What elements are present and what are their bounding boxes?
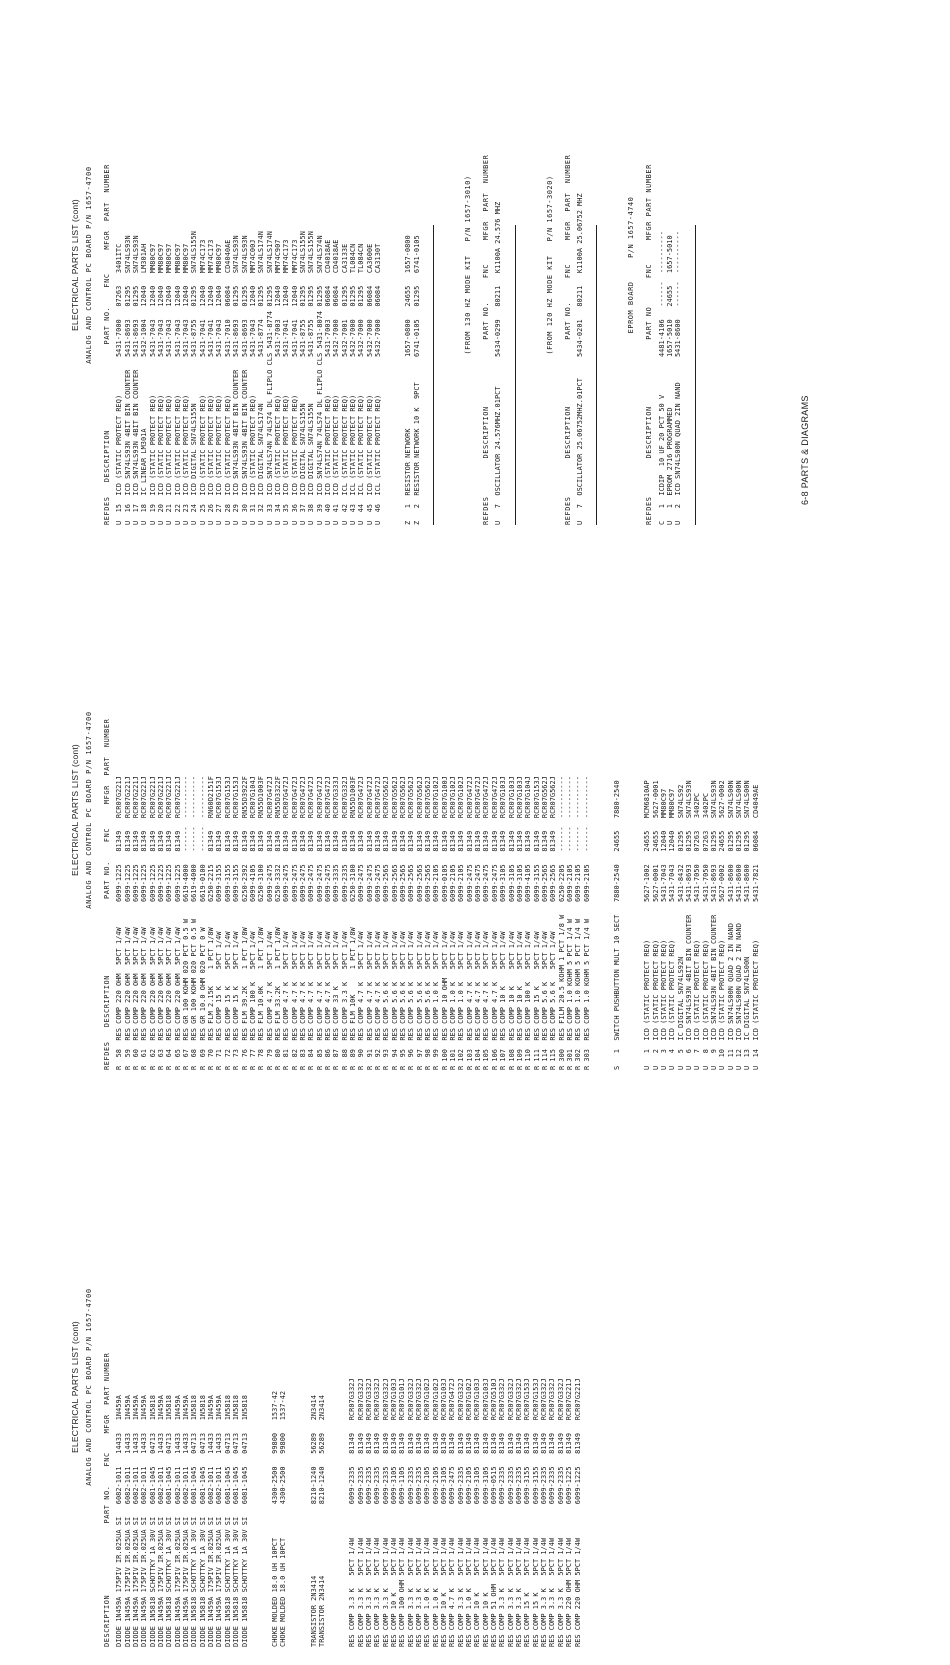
table-row: U 33 ICD SN74LS74N 74LS74 DL FLIPLO CLS 5431-8774 01295 SN74LS174N [265, 231, 274, 525]
table-row: R 73 RES COMP 15 K 5PCT 1/4W 6099-3155 81349 RCR07G153J [232, 776, 241, 1070]
table-row: R 80 RES FLM 33.2K 1 PCT 1/8W 6250-3332 81349 RN55D3322F [273, 776, 282, 1070]
table-row: U 19 ICD (STATIC PROTECT REQ) 5431-7043 12040 MM80C97 [148, 243, 157, 525]
table-row: RES COMP 3.3 K 5PCT 1/4W 6099-2335 81349 RCR07G332J [364, 1378, 373, 1647]
table-row: U 26 ICD (STATIC PROTECT REQ) 5431-7041 12040 MM74C173 [207, 239, 216, 525]
table-row: U 43 ICL (STATIC PROTECT REQ) 5432-7000 01295 TL084CN [348, 243, 357, 525]
table-row: R 79 RES COMP 4.7 K 5PCT 1/4W 6099-2475 81349 RCR07G472J [265, 776, 274, 1070]
table-row: R 108 RES COMP 10 K 5PCT 1/4W 6099-3105 81349 RCR07G103J [507, 776, 516, 1070]
table-row: R 115 RES COMP 5.6 K 5PCT 1/4W 6099-2565 81349 RCR07G562J [549, 776, 558, 1070]
parts-list-panel-3 [70, 5, 696, 525]
table-row: U 4 ICD (STATIC PROTECT REQ) 5431-7043 12040 MM80C97 [668, 788, 677, 1070]
table-row: U 10 ICD (STATIC PROTECT REQ) 5627-0002 24655 5627-0002 [718, 780, 727, 1070]
table-row: DIODE 1N459A 175PIV IR.025UA SI 6082-1011 14433 1N459A [207, 1395, 216, 1647]
table-row: U 9 ICD SN74LS93N 4BIT BIN COUNTER 5431-8693 01295 SN74LS93N [710, 780, 719, 1070]
divider [596, 225, 597, 525]
table-row: RES COMP 3.3 K 5PCT 1/4W 6099-2335 81349 RCR07G332J [373, 1378, 382, 1647]
table-row: R 91 RES COMP 4.7 K 5PCT 1/4W 6099-2475 81349 RCR07G472J [365, 776, 374, 1070]
table-row: R 83 RES COMP 4.7 K 5PCT 1/4W 6099-2475 81349 RCR07G472J [298, 776, 307, 1070]
table-row: RES COMP 3.3 K 5PCT 1/4W 6099-2335 81349 RCR07G332J [381, 1378, 390, 1647]
table-row: R 60 RES COMP 220 OHM 5PCT 1/4W 6099-1225 81349 RCR07G221J [132, 776, 141, 1070]
table-row: DIODE 1N459A 175PIV IR.025UA SI 6082-1011 14433 1N459A [173, 1395, 182, 1647]
kit2-header: REFDES DESCRIPTION PART NO. FNC MFGR PART NUMBER [563, 154, 572, 525]
table-row: U 36 ICD (STATIC PROTECT REQ) 5431-7041 12040 MM74C173 [290, 239, 299, 525]
table-row: RES COMP 10 K 5PCT 1/4W 6099-3105 81349 RCR07G103J [481, 1378, 490, 1647]
table-row: U 1 ICD (STATIC PROTECT REQ) 5627-1002 24655 MCM6810AP [643, 780, 652, 1070]
table-row: DIODE 1N5818 SCHOTTKY 1A 30V SI 6081-1045 04713 1N5818 [198, 1395, 207, 1647]
table-row: R 78 RES FLM 10.0K 1 PCT 1/8W 6250-3100 81349 RN55D1003F [257, 776, 266, 1070]
table-row: U 31 ICD (STATIC PROTECT REQ) 5431-7043 12040 MM74C00J [248, 239, 257, 525]
table-row: R 59 RES COMP 220 OHM 5PCT 1/4W 6099-1225 81349 RCR07G221J [123, 776, 132, 1070]
table-row: R 95 RES COMP 5.6 K 5PCT 1/4W 6099-2565 81349 RCR07G562J [399, 776, 408, 1070]
table-row: R 87 RES COMP 33 K 5PCT 1/4W 6099-3335 81349 RCR07G333J [332, 776, 341, 1070]
table-row: U 37 ICD DIGITAL SN74LS155N 5431-8755 01295 SN74LS155N [298, 231, 307, 525]
eprom-header: REFDES DESCRIPTION PART NO FNC MFGR PART NUMBER [645, 164, 654, 525]
table-row: RES COMP 1.0 K 5PCT 1/4W 6099-2105 81349 RCR07G102J [423, 1378, 432, 1647]
table-row: R 84 RES COMP 4.7 K 5PCT 1/4W 6099-2475 81349 RCR07G472J [307, 776, 316, 1070]
table-row: R 300 RES FILM 20.5 KOHM 1 PCT 1/8 W 6250-2205 ------ ---------- [557, 776, 566, 1070]
table-row: U 15 ICD (STATIC PROTECT REQ) 5431-7000 07263 3401ITC [115, 243, 124, 525]
kit1-title: (FROM 130 HZ MODE KIT P/N 1657-3010) [464, 175, 473, 355]
table-row: R 114 RES COMP 5.6 K 5PCT 1/4W 6099-2565 81349 RCR07G562J [540, 776, 549, 1070]
table-row: R 105 RES COMP 4.7 K 5PCT 1/4W 6099-2475 81349 RCR07G472J [482, 776, 491, 1070]
table-row: RES COMP 3.3 K 5PCT 1/4W 6099-2335 81349 RCR07G332J [348, 1378, 357, 1647]
parts-list-panel-2 [70, 550, 760, 1070]
table-row: R 98 RES COMP 5.6 K 5PCT 1/4W 6099-2565 81349 RCR07G562J [424, 776, 433, 1070]
table-row: R 107 RES COMP 10 K 5PCT 1/4W 6099-3105 81349 RCR07G103J [499, 776, 508, 1070]
table-row: R 99 RES COMP 1.0 K 5PCT 1/4W 6099-2105 81349 RCR07G102J [432, 776, 441, 1070]
table-row: R 303 RES COMP 1.0 KOHM 5 PCT 1/4 W 6099-2105 ------ ---------- [582, 776, 591, 1070]
table-row: R 85 RES COMP 4.7 K 5PCT 1/4W 6099-2475 81349 RCR07G472J [315, 776, 324, 1070]
table-row: U 2 ICD SN74LS00N QUAD 2IN NAND 5431-8600 ------ ---------- [674, 231, 683, 525]
table-row [382, 5, 404, 525]
table-row: U 14 ICD (STATIC PROTECT REQ) 5431-7821 06084 CD4049AE [751, 784, 760, 1070]
table-row: U 18 IC LINEAR LM301A 5432-1004 12040 LM301AH [140, 243, 149, 525]
table-row: RES COMP 3.3 K 5PCT 1/4W 6099-2335 81349 RCR07G332J [356, 1378, 365, 1647]
table-row: RES COMP 10 K 5PCT 1/4W 6099-3105 81349 RCR07G103J [440, 1378, 448, 1647]
table-row: R 86 RES COMP 4.7 K 5PCT 1/4W 6099-2475 81349 RCR07G472J [323, 776, 332, 1070]
eprom-title: EPROM BOARD P/N 1657-4740 [627, 196, 636, 334]
table-row: R 93 RES COMP 5.6 K 5PCT 1/4W 6099-2565 81349 RCR07G562J [382, 776, 391, 1070]
table-row: DIODE 1N5818 SCHOTTKY 1A 30V SI 6081-1045 04713 1N5818 [190, 1395, 199, 1647]
table-row: RES COMP 3.3 K 5PCT 1/4W 6099-2335 81349 RCR07G332J [456, 1378, 465, 1647]
column-header: REFDES DESCRIPTION PART NO. FNC MFGR PART NUMBER [103, 164, 111, 525]
table-row: R 61 RES COMP 220 OHM 5PCT 1/4W 6099-1225 81349 RCR07G221J [140, 776, 149, 1070]
table-row: RES COMP 1.0 K 5PCT 1/4W 6099-2105 81349 RCR07G102J [465, 1378, 474, 1647]
table-row: R 67 RES GR 100 KOHM 020 PCT 0.5 W 6619-4000 ------ ---------- [182, 776, 191, 1070]
table-row: R 77 RES COMP 100 K 5PCT 1/4W 6099-4105 81349 RCR07G104J [248, 776, 257, 1070]
table-row: DIODE 1N5818 SCHOTTKY 1A 30V SI 6081-1045 04713 1N5818 [240, 1395, 249, 1647]
table-row: RES COMP 1.0 K 5PCT 1/4W 6099-2105 81349 RCR07G102J [431, 1378, 440, 1647]
table-row: U 3 ICD (STATIC PROTECT REQ) 5431-7043 12040 MM80C97 [659, 788, 668, 1070]
table-row: RES COMP 3.3 K 5PCT 1/4W 6099-2335 81349 RCR07G332J [406, 1378, 415, 1647]
kit1-table [494, 5, 502, 525]
table-row: U 13 IC DIGITAL SN74LS00N 5431-8600 01295 SN74LS00N [743, 780, 752, 1070]
table-row: S 1 SWITCH PUSHBUTTON MULT 10 SECT 7880-2540 24655 7880-2540 [612, 780, 621, 1070]
table-row: R 82 RES COMP 4.7 K 5PCT 1/4W 6099-2475 81349 RCR07G472J [290, 776, 299, 1070]
table-row: U 20 ICD (STATIC PROTECT REQ) 5431-7043 12040 MM80C97 [157, 243, 166, 525]
table-row: R 104 RES COMP 4.7 K 5PCT 1/4W 6099-2475 81349 RCR07G472J [474, 776, 483, 1070]
table-row: DIODE 1N459A 175PIV IR.025UA SI 6082-1011 14433 1N459A [123, 1395, 132, 1647]
table-row: DIODE 1N459A 175PIV IR.025UA SI 6082-1011 14433 1N459A [132, 1395, 141, 1647]
table-row: R 96 RES COMP 5.6 K 5PCT 1/4W 6099-2565 81349 RCR07G562J [407, 776, 416, 1070]
table-row: R 301 RES COMP 1.0 KOHM 5 PCT 1/4 W 6099-2105 ------ ---------- [565, 776, 574, 1070]
table-row: RES COMP 3.3 K 5PCT 1/4W 6099-2335 81349 RCR07G332J [556, 1378, 565, 1647]
table-row: U 39 ICD SN74LS74N 74LS74 DL FLIPLO CLS 5431-8074 01295 SN74LS74N [315, 235, 324, 525]
parts-list-panel-1 [70, 1127, 582, 1647]
table-row: U 1 EPROM 2716 PROGRAMMED 1657-5010 24655 1657-5010 [666, 235, 675, 525]
parts-table [115, 550, 760, 1070]
table-row: U 8 ICD (STATIC PROTECT REQ) 5431-7050 07263 3402PC [701, 792, 710, 1070]
table-row: R 81 RES COMP 4.7 K 5PCT 1/4W 6099-2475 81349 RCR07G472J [282, 776, 291, 1070]
table-row: R 65 RES COMP 220 OHM 5PCT 1/4W 6099-1225 81349 RCR07G221J [173, 776, 182, 1070]
table-row: R 92 RES COMP 4.7 K 5PCT 1/4W 6099-2475 81349 RCR07G472J [374, 776, 382, 1070]
panel-subtitle: ANALOG AND CONTROL PC BOARD P/N 1657-4700 [85, 1288, 93, 1486]
table-row: DIODE 1N459A 175PIV IR.025UA SI 6082-1011 14433 1N459A [140, 1395, 149, 1647]
table-row: U 17 ICD SN74LS93N 4BIT BIN COUNTER 5431-8693 01295 SN74LS93N [132, 235, 141, 525]
table-row: R 63 RES COMP 220 OHM 5PCT 1/4W 6099-1225 81349 RCR07G221J [157, 776, 166, 1070]
eprom-table [658, 5, 683, 525]
divider [515, 225, 516, 525]
table-row: U 46 ICL (STATIC PROTECT REQ) 5432-7000 06084 CA3130T [374, 243, 382, 525]
table-row: U 6 ICD SN74LS93N 4BIT BIN COUNTER 5431-8693 01295 SN74LS93N [685, 780, 693, 1070]
table-row: RES COMP 15 K 5PCT 1/4W 6099-3155 81349 RCR07G153J [523, 1378, 532, 1647]
table-row: RES COMP 51 OHM 5PCT 1/4W 6099-0515 81349 RCR07G510J [490, 1378, 499, 1647]
table-row: U 40 ICD (STATIC PROTECT REQ) 5431-7003 06084 CD4018AE [323, 239, 332, 525]
table-row: DIODE 1N5818 SCHOTTKY 1A 30V SI 6081-1045 04713 1N5818 [232, 1395, 241, 1647]
table-row: R 97 RES COMP 5.6 K 5PCT 1/4W 6099-2565 81349 RCR07G562J [415, 776, 424, 1070]
table-row: RES COMP 3.3 K 5PCT 1/4W 6099-2335 81349 RCR07G332J [498, 1378, 507, 1647]
table-row: R 94 RES COMP 5.6 K 5PCT 1/4W 6099-2565 81349 RCR07G562J [390, 776, 399, 1070]
table-row: R 69 RES GR 10.0 OHM 020 PCT 0 W 6619-0100 ------ ---------- [198, 776, 207, 1070]
table-row [591, 550, 613, 1070]
table-row: RES COMP 100 OHM 5PCT 1/4W 6099-1105 81349 RCR07G101J [398, 1378, 407, 1647]
table-row: RES COMP 4.7 K 5PCT 1/4W 6099-2475 81349 RCR07G472J [448, 1378, 457, 1647]
table-row: CHOKE MOLDED 18.0 UH 10PCT 4300-2500 99800 1537-42 [270, 1390, 279, 1647]
table-row: U 22 ICD (STATIC PROTECT REQ) 5431-7043 12040 MM80C97 [173, 243, 182, 525]
table-row: R 70 RES FLM 2.15K 1 PCT 1/8W 6250-2215 81349 RN60D2151F [207, 776, 216, 1070]
table-row: U 35 ICD (STATIC PROTECT REQ) 5431-7041 12040 MM74C173 [282, 239, 291, 525]
parts-table [115, 5, 421, 525]
table-row: U 25 ICD (STATIC PROTECT REQ) 5431-7041 12040 MM74C173 [198, 239, 207, 525]
table-row: U 29 ICD SN74LS93N 4BIT BIN COUNTER 5431-8693 01295 SN74LS93N [232, 235, 241, 525]
table-row [621, 550, 643, 1070]
table-row: U 32 ICD DIGITAL SN74LS174N 5431-8774 01295 SN74LS174N [257, 231, 266, 525]
table-row: DIODE 1N459A 175PIV IR.025UA SI 6082-1011 14433 1N459A [115, 1395, 124, 1647]
table-row: R 64 RES COMP 220 OHM 5PCT 1/4W 6099-1225 81349 RCR07G221J [165, 776, 174, 1070]
panel-subtitle: ANALOG AND CONTROL PC BOARD P/N 1657-4700 [85, 711, 93, 909]
table-row: U 21 ICD (STATIC PROTECT REQ) 5431-7043 12040 MM80C97 [165, 243, 174, 525]
table-row: R 110 RES COMP 100 K 5PCT 1/4W 6099-4105 81349 RCR07G104J [524, 776, 533, 1070]
table-row: U 45 ICD (STATIC PROTECT REQ) 5432-7000 06084 CA3600E [365, 243, 374, 525]
table-row: R 89 RES FLM 10K 1 PCT 1/8W 6250-3100 81349 RN55D1003F [348, 776, 357, 1070]
table-row: R 71 RES COMP 15 K 5PCT 1/4W 6099-3155 81349 RCR07G153J [215, 776, 224, 1070]
table-row: U 30 ICD SN74LS93N 4BIT BIN COUNTER 5431-8693 01295 SN74LS93N [240, 235, 249, 525]
panel-title: ELECTRICAL PARTS LIST (cont) [70, 744, 80, 876]
table-row: RES COMP 3.3 K 5PCT 1/4W 6099-2335 81349 RCR07G332J [414, 1378, 423, 1647]
table-row [288, 1127, 310, 1647]
table-row: R 302 RES COMP 1.0 KOHM 5 PCT 1/4 W 6099-2105 ------ ---------- [574, 776, 583, 1070]
table-row: DIODE 1N459A 175PIV IR.025UA SI 6082-1011 14433 1N459A [182, 1395, 191, 1647]
table-row: RES COMP 3.3 K 5PCT 1/4W 6099-2335 81349 RCR07G332J [515, 1378, 524, 1647]
table-row: RES COMP 10 K 5PCT 1/4W 6099-3105 81349 RCR07G103J [389, 1378, 398, 1647]
table-row: R 102 RES COMP 1.0 K 5PCT 1/4W 6099-2105 81349 RCR07G102J [457, 776, 466, 1070]
table-row: U 24 ICD DIGITAL SN74LS155N 5431-8755 01295 SN74LS155N [190, 231, 199, 525]
table-row: U 23 ICD (STATIC PROTECT REQ) 5431-7043 12040 MM80C97 [182, 243, 191, 525]
parts-table [115, 1127, 582, 1647]
table-row: U 42 ICL (STATIC PROTECT REQ) 5432-7001 01295 CA3133E [340, 243, 349, 525]
table-row: DIODE 1N459A 175PIV IR.025UA SI 6082-1011 14433 1N459A [215, 1395, 224, 1647]
panel-title: ELECTRICAL PARTS LIST (cont) [70, 199, 80, 331]
column-header: REFDES DESCRIPTION PART NO. FNC MFGR PART NUMBER [103, 718, 111, 1070]
table-row: R 111 RES COMP 15 K 5PCT 1/4W 6099-3155 81349 RCR07G153J [532, 776, 541, 1070]
table-row: RES COMP 220 OHM 5PCT 1/4W 6099-1225 81349 RCR07G221J [573, 1378, 582, 1647]
panel-subtitle: ANALOG AND CONTROL PC BOARD P/N 1657-4700 [85, 166, 93, 364]
table-row: U 41 ICD (STATIC PROTECT REQ) 5432-7000 06084 CD4018AE [332, 239, 341, 525]
table-row [249, 1127, 271, 1647]
table-row: DIODE 1N5818 SCHOTTKY 1A 30V SI 6081-1045 04713 1N5818 [148, 1395, 157, 1647]
table-row: U 5 IC DIGITAL SN74LS92N 5431-8432 01295 SN74LS92 [676, 784, 685, 1070]
table-row: R 72 RES COMP 15 K 5PCT 1/4W 6099-3155 81349 RCR07G153J [223, 776, 232, 1070]
table-row: DIODE 1N459A 175PIV IR.025UA SI 6082-1011 14433 1N459A [157, 1395, 166, 1647]
table-row: CHOKE MOLDED 18.0 UH 10PCT 4300-2500 99800 1537-42 [279, 1390, 288, 1647]
table-row: C 1 ICDIP 10 UF 20 PCT 50 V 4481-4106 ------ ---------- [657, 231, 666, 525]
table-row: U 7 OSCILLATOR 25.06752MHZ.01PCT 5434-0201 80211 K1100A 25.06752 MHZ [576, 193, 585, 525]
table-row: U 12 ICD SN74LS00N QUAD 2 IN NAND 5431-8600 01295 SN74LS00N [735, 780, 744, 1070]
table-row: U 44 ICL (STATIC PROTECT REQ) 5432-7000 01295 TL084CN [357, 243, 366, 525]
table-row: RES COMP 3.3 K 5PCT 1/4W 6099-2335 81349 RCR07G332J [548, 1378, 557, 1647]
table-row: U 27 ICD (STATIC PROTECT REQ) 5431-7043 12040 MM80C97 [215, 243, 224, 525]
table-row: U 2 ICD (STATIC PROTECT REQ) 5627-0001 24655 5627-0001 [651, 780, 660, 1070]
table-row: R 62 RES COMP 220 OHM 5PCT 1/4W 6099-1225 81349 RCR07G221J [148, 776, 157, 1070]
table-row: R 88 RES COMP 3.3 K 5PCT 1/4W 6099-2335 81349 RCR07G332J [340, 776, 349, 1070]
table-row: Z 2 RESISTOR NETWORK 10 K 9PCT 6741-0105 01295 6741-0105 [412, 235, 421, 525]
table-row: R 100 RES COMP 10 OHM 5PCT 1/4W 6099-0105 81349 RCR07G100J [440, 776, 449, 1070]
panel-title: ELECTRICAL PARTS LIST (cont) [70, 1321, 80, 1453]
table-row: R 58 RES COMP 220 OHM 5PCT 1/4W 6099-1225 81349 RCR07G221J [115, 776, 124, 1070]
table-row [326, 1127, 348, 1647]
table-row: R 109 RES COMP 10 K 5PCT 1/4W 6099-3105 81349 RCR07G103J [515, 776, 524, 1070]
kit2-title: (FROM 120 HZ MODE KIT P/N 1657-3020) [545, 175, 554, 355]
table-row: RES COMP 15 K 5PCT 1/4W 6099-3155 81349 RCR07G153J [531, 1378, 540, 1647]
divider [433, 225, 434, 525]
table-row: RES COMP 3.3 K 5PCT 1/4W 6099-2335 81349 RCR07G332J [506, 1378, 515, 1647]
table-row: RES COMP 3.3 K 5PCT 1/4W 6099-2335 81349 RCR07G332J [540, 1378, 549, 1647]
table-row: U 34 ICD (STATIC PROTECT REQ) 5431-7003 12040 MM74C907 [273, 239, 282, 525]
table-row: RES COMP 220 OHM 5PCT 1/4W 6099-1225 81349 RCR07G221J [565, 1378, 574, 1647]
table-row: TRANSISTOR 2N3414 8210-1240 56289 2N3414 [317, 1395, 326, 1647]
table-row: TRANSISTOR 2N3414 8210-1240 56289 2N3414 [309, 1395, 318, 1647]
table-row: Z 1 RESISTOR NETWORK 1657-0800 24655 1657-0800 [404, 235, 413, 525]
table-row: R 76 RES FLM 39.2K 1 PCT 1/8W 6250-2392 81349 RN55D3922F [240, 776, 249, 1070]
table-row: RES COMP 10 K 5PCT 1/4W 6099-3105 81349 RCR07G103J [473, 1378, 482, 1647]
column-header: DESCRIPTION PART NO. FNC MFGR PART NUMBER [103, 1352, 111, 1647]
table-row: DIODE 1N5818 SCHOTTKY 1A 30V SI 6081-1045 04713 1N5818 [223, 1395, 232, 1647]
table-row: R 90 RES COMP 4.7 K 5PCT 1/4W 6099-2475 81349 RCR07G472J [357, 776, 366, 1070]
table-row: U 28 ICD (STATIC PROTECT REQ) 5431-7010 06084 CD4040AE [223, 239, 232, 525]
page-footer: 6-8 PARTS & DIAGRAMS [800, 395, 810, 505]
table-row: U 16 ICD SN74LS93N 4BIT BIN COUNTER 5431-8693 01295 SN74LS93N [123, 235, 132, 525]
divider [695, 225, 696, 525]
table-row: R 68 RES GR 100 KOHM 020 PCT 0.5 W 6619-4000 ------ ---------- [190, 776, 199, 1070]
table-row: R 106 RES COMP 4.7 K 5PCT 1/4W 6099-2475 81349 RCR07G472J [490, 776, 499, 1070]
kit1-header: REFDES DESCRIPTION PART NO. FNC MFGR PART NUMBER [482, 154, 491, 525]
table-row: U 11 ICD SN74LS00N QUAD 2 IN NAND 5431-8600 01295 SN74LS00N [726, 780, 735, 1070]
table-row: R 103 RES COMP 4.7 K 5PCT 1/4W 6099-2475 81349 RCR07G472J [465, 776, 474, 1070]
table-row: U 7 OSCILLATOR 24.576MHZ.01PCT 5434-0299 80211 K1100A 24.576 MHZ [494, 201, 503, 525]
table-row: R 101 RES COMP 1.0 K 5PCT 1/4W 6099-2105 81349 RCR07G102J [449, 776, 458, 1070]
table-row: U 38 ICD DIGITAL SN74LS155N 5431-8755 01295 SN74LS155N [307, 231, 316, 525]
table-row: U 7 ICD (STATIC PROTECT REQ) 5431-7050 07263 3402PC [693, 792, 702, 1070]
kit2-table [576, 5, 584, 525]
table-row: DIODE 1N5818 SCHOTTKY 1A 30V SI 6081-1045 04713 1N5818 [165, 1395, 174, 1647]
